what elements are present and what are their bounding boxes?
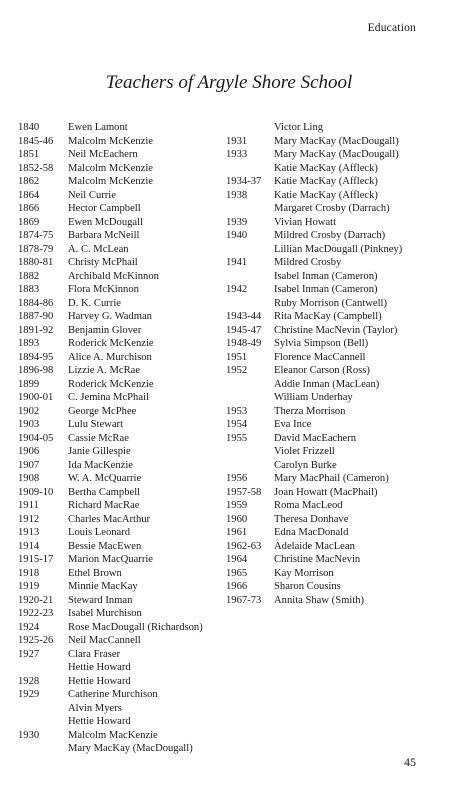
year-label: 1840 <box>18 122 40 133</box>
list-item <box>18 216 203 230</box>
teacher-name: D. K. Currie <box>68 297 121 309</box>
teacher-name: Bertha Campbell <box>68 486 141 498</box>
list-item <box>18 688 203 702</box>
page-number: 45 <box>404 755 416 769</box>
year-label: 1915-17 <box>18 554 54 565</box>
teacher-name: Kay Morrison <box>274 567 334 579</box>
list-item <box>226 445 402 459</box>
list-item <box>226 594 402 608</box>
teacher-name: William Underhay <box>274 392 353 403</box>
year-label: 1953 <box>226 405 248 417</box>
list-item <box>226 459 402 473</box>
list-item <box>226 310 402 324</box>
teacher-name: Ewen McDougall <box>68 216 144 228</box>
teacher-name: Violet Frizzell <box>274 446 335 457</box>
list-item <box>226 297 402 311</box>
list-item <box>226 202 402 216</box>
list-item <box>18 472 203 486</box>
teacher-name: Clara Fraser <box>68 648 121 660</box>
year-label: 1939 <box>226 216 248 228</box>
year-label: 1925-26 <box>18 635 54 646</box>
teacher-name: Sharon Cousins <box>274 581 341 592</box>
list-item <box>18 594 203 608</box>
list-item <box>18 175 203 189</box>
year-label: 1880-81 <box>18 257 54 268</box>
year-label: 1918 <box>18 567 40 579</box>
teacher-name: Ruby Morrison (Cantwell) <box>274 297 387 309</box>
list-item <box>18 553 203 567</box>
year-label: 1862 <box>18 176 40 187</box>
teacher-name: Lizzie A. McRae <box>68 365 141 376</box>
teacher-name: Margaret Crosby (Darrach) <box>274 203 390 214</box>
year-label: 1911 <box>18 500 39 511</box>
list-item <box>18 742 203 756</box>
list-item <box>226 526 402 540</box>
teacher-name: Addie Inman (MacLean) <box>274 378 380 390</box>
year-label: 1952 <box>226 365 248 376</box>
list-item <box>226 243 402 257</box>
teacher-name: Hettie Howard <box>68 716 131 727</box>
year-label: 1941 <box>226 257 248 268</box>
list-item <box>18 297 203 311</box>
list-item <box>18 310 203 324</box>
list-item <box>18 661 203 675</box>
list-item <box>226 337 402 351</box>
year-label: 1933 <box>226 149 248 160</box>
year-label: 1887-90 <box>18 311 54 322</box>
year-label: 1851 <box>18 149 40 160</box>
year-label: 1948-49 <box>226 338 262 349</box>
list-item <box>18 270 203 284</box>
list-item <box>226 513 402 527</box>
teacher-name: Mildred Crosby <box>274 257 342 268</box>
year-label: 1907 <box>18 459 40 471</box>
teacher-name: Louis Leonard <box>68 527 131 538</box>
year-label: 1931 <box>226 135 248 147</box>
year-label: 1878-79 <box>18 243 54 255</box>
year-label: 1908 <box>18 473 40 484</box>
teacher-name: Archibald McKinnon <box>68 270 159 282</box>
list-item <box>18 418 203 432</box>
list-item <box>226 378 402 392</box>
year-label: 1938 <box>226 189 248 201</box>
year-label: 1942 <box>226 284 248 295</box>
year-label: 1912 <box>18 513 40 525</box>
year-label: 1929 <box>18 689 40 700</box>
year-label: 1957-58 <box>226 486 262 498</box>
teacher-name: Roderick McKenzie <box>68 378 154 390</box>
list-item <box>226 121 402 135</box>
list-item <box>226 405 402 419</box>
teacher-name: Neil MacCannell <box>68 635 141 646</box>
list-item <box>18 391 203 405</box>
list-item <box>18 229 203 243</box>
teacher-name: Katie MacKay (Affleck) <box>274 176 378 187</box>
list-item <box>18 499 203 513</box>
teacher-name: Rita MacKay (Campbell) <box>274 311 382 322</box>
year-label: 1874-75 <box>18 230 54 241</box>
year-label: 1884-86 <box>18 297 54 309</box>
list-item <box>226 472 402 486</box>
year-label: 1960 <box>226 513 248 525</box>
list-item <box>226 486 402 500</box>
teacher-name: Mildred Crosby (Darrach) <box>274 230 386 241</box>
teacher-name: Isabel Inman (Cameron) <box>274 284 378 295</box>
list-item <box>18 135 203 149</box>
teacher-name: Katie MacKay (Affleck) <box>274 162 378 174</box>
teacher-name: Theresa Donhave <box>274 513 349 525</box>
teacher-name: Mary MacPhail (Cameron) <box>274 473 389 484</box>
year-label: 1962-63 <box>226 540 262 552</box>
year-label: 1909-10 <box>18 486 54 498</box>
list-item <box>226 499 402 513</box>
list-item <box>18 283 203 297</box>
year-label: 1882 <box>18 270 40 282</box>
teacher-name: W. A. McQuarrie <box>68 473 142 484</box>
teacher-name: Christy McPhail <box>68 257 138 268</box>
year-label: 1924 <box>18 621 40 633</box>
list-item <box>226 351 402 365</box>
list-item <box>18 445 203 459</box>
list-item <box>18 337 203 351</box>
teacher-name: Hettie Howard <box>68 675 131 687</box>
list-item <box>18 486 203 500</box>
teacher-name: Lillian MacDougall (Pinkney) <box>274 243 403 255</box>
teacher-name: Neil McEachern <box>68 149 138 160</box>
teacher-name: Ida MacKenzie <box>68 459 133 471</box>
teacher-name: Adelaide MacLean <box>274 540 355 552</box>
list-item <box>18 202 203 216</box>
year-label: 1896-98 <box>18 365 54 376</box>
teacher-name: Malcolm McKenzie <box>68 162 154 174</box>
teacher-name: Christine MacNevin (Taylor) <box>274 324 398 336</box>
teacher-name: Therza Morrison <box>274 405 346 417</box>
teacher-name: Benjamin Glover <box>68 324 142 336</box>
list-item <box>18 607 203 621</box>
teacher-name: Christine MacNevin <box>274 554 361 565</box>
year-label: 1966 <box>226 581 248 592</box>
list-item <box>18 729 203 743</box>
year-label: 1893 <box>18 338 40 349</box>
list-item <box>226 270 402 284</box>
list-item <box>18 580 203 594</box>
year-label: 1922-23 <box>18 608 54 619</box>
list-item <box>18 567 203 581</box>
teacher-name: Sylvia Simpson (Bell) <box>274 338 369 349</box>
year-label: 1906 <box>18 446 40 457</box>
year-label: 1928 <box>18 675 40 687</box>
year-label: 1965 <box>226 567 248 579</box>
year-label: 1904-05 <box>18 432 54 444</box>
teacher-name: A. C. McLean <box>68 243 129 255</box>
year-label: 1914 <box>18 540 40 552</box>
list-item <box>18 513 203 527</box>
year-label: 1964 <box>226 554 248 565</box>
list-item <box>18 256 203 270</box>
teacher-name: Victor Ling <box>274 122 324 133</box>
list-item <box>226 418 402 432</box>
teacher-name: Harvey G. Wadman <box>68 311 152 322</box>
list-item <box>226 567 402 581</box>
list-item <box>18 121 203 135</box>
teacher-name: Vivian Howatt <box>274 216 337 228</box>
list-item <box>18 378 203 392</box>
year-label: 1934-37 <box>226 176 262 187</box>
list-item <box>226 432 402 446</box>
year-label: 1955 <box>226 432 248 444</box>
year-label: 1864 <box>18 189 40 201</box>
teacher-name: Ewen Lamont <box>68 122 128 133</box>
teacher-name: Florence MacCannell <box>274 351 366 363</box>
year-label: 1919 <box>18 581 40 592</box>
teacher-name: Charles MacArthur <box>68 513 151 525</box>
year-label: 1954 <box>226 419 248 430</box>
teacher-name: Marion MacQuarrie <box>68 554 154 565</box>
year-label: 1891-92 <box>18 324 54 336</box>
teacher-name: Bessie MacEwen <box>68 540 142 552</box>
list-item <box>18 324 203 338</box>
teacher-name: Catherine Murchison <box>68 689 158 700</box>
teacher-name: Annita Shaw (Smith) <box>274 594 365 606</box>
list-item <box>226 256 402 270</box>
year-label: 1959 <box>226 500 248 511</box>
list-item <box>226 229 402 243</box>
teacher-name: Neil Currie <box>68 189 116 201</box>
list-item <box>226 580 402 594</box>
teacher-name: Hector Campbell <box>68 203 141 214</box>
teacher-list-left <box>18 121 203 756</box>
teacher-name: David MacEachern <box>274 432 357 444</box>
teacher-name: Isabel Murchison <box>68 608 142 619</box>
list-item <box>18 675 203 689</box>
teacher-name: Mary MacKay (MacDougall) <box>68 743 193 754</box>
teacher-name: Malcolm MacKenzie <box>68 729 158 741</box>
year-label: 1900-01 <box>18 392 54 403</box>
teacher-name: Mary MacKay (MacDougall) <box>274 149 399 160</box>
list-item <box>18 715 203 729</box>
year-label: 1903 <box>18 419 40 430</box>
teacher-name: Joan Howatt (MacPhail) <box>274 486 378 498</box>
year-label: 1943-44 <box>226 311 262 322</box>
year-label: 1852-58 <box>18 162 54 174</box>
list-item <box>18 243 203 257</box>
year-label: 1951 <box>226 351 248 363</box>
list-item <box>18 526 203 540</box>
teacher-name: Katie MacKay (Affleck) <box>274 189 378 201</box>
list-item <box>226 540 402 554</box>
year-label: 1967-73 <box>226 594 262 606</box>
teacher-name: Malcolm McKenzie <box>68 176 154 187</box>
year-label: 1920-21 <box>18 594 54 606</box>
teacher-name: Richard MacRae <box>68 500 140 511</box>
list-item <box>18 162 203 176</box>
teacher-name: Steward Inman <box>68 594 133 606</box>
teacher-name: Alvin Myers <box>68 702 122 714</box>
teacher-name: Eleanor Carson (Ross) <box>274 365 370 376</box>
teacher-name: Janie Gillespie <box>68 446 131 457</box>
list-item <box>226 553 402 567</box>
list-item <box>226 391 402 405</box>
list-item <box>18 364 203 378</box>
list-item <box>18 634 203 648</box>
teacher-name: Carolyn Burke <box>274 459 337 471</box>
teacher-list-right <box>226 121 402 607</box>
list-item <box>18 148 203 162</box>
teacher-name: Edna MacDonald <box>274 527 349 538</box>
list-item <box>18 648 203 662</box>
running-head: Education <box>367 22 416 34</box>
year-label: 1883 <box>18 284 40 295</box>
teacher-name: Hettie Howard <box>68 662 131 673</box>
year-label: 1961 <box>226 527 248 538</box>
teacher-name: Barbara McNeill <box>68 230 140 241</box>
list-item <box>226 189 402 203</box>
year-label: 1940 <box>226 230 248 241</box>
list-item <box>18 540 203 554</box>
list-item <box>226 162 402 176</box>
teacher-name: Roma MacLeod <box>274 500 343 511</box>
teacher-name: Alice A. Murchison <box>68 351 152 363</box>
teacher-name: Ethel Brown <box>68 567 122 579</box>
list-item <box>18 621 203 635</box>
year-label: 1899 <box>18 378 40 390</box>
year-label: 1945-47 <box>226 324 262 336</box>
teacher-name: Eva Ince <box>274 419 312 430</box>
list-item <box>226 148 402 162</box>
list-item <box>18 189 203 203</box>
teacher-name: Lulu Stewart <box>68 419 124 430</box>
list-item <box>226 216 402 230</box>
list-item <box>226 324 402 338</box>
year-label: 1894-95 <box>18 351 54 363</box>
teacher-name: Malcolm McKenzie <box>68 135 154 147</box>
teacher-name: Minnie MacKay <box>68 581 138 592</box>
page-title: Teachers of Argyle Shore School <box>105 72 353 93</box>
list-item <box>18 405 203 419</box>
year-label: 1845-46 <box>18 135 54 147</box>
year-label: 1902 <box>18 405 40 417</box>
list-item <box>18 351 203 365</box>
teacher-name: Isabel Inman (Cameron) <box>274 270 378 282</box>
list-item <box>226 175 402 189</box>
teacher-name: Flora McKinnon <box>68 284 139 295</box>
year-label: 1913 <box>18 527 40 538</box>
teacher-name: Roderick McKenzie <box>68 338 154 349</box>
teacher-name: Rose MacDougall (Richardson) <box>68 621 203 633</box>
year-label: 1956 <box>226 473 248 484</box>
teacher-name: Cassie McRae <box>68 432 129 444</box>
year-label: 1866 <box>18 203 40 214</box>
teacher-name: Mary MacKay (MacDougall) <box>274 135 399 147</box>
list-item <box>18 432 203 446</box>
list-item <box>226 135 402 149</box>
list-item <box>18 702 203 716</box>
year-label: 1869 <box>18 216 40 228</box>
year-label: 1927 <box>18 648 40 660</box>
teacher-name: George McPhee <box>68 405 137 417</box>
teacher-name: C. Jemina McPhail <box>68 392 149 403</box>
list-item <box>226 283 402 297</box>
list-item <box>226 364 402 378</box>
year-label: 1930 <box>18 729 40 741</box>
list-item <box>18 459 203 473</box>
